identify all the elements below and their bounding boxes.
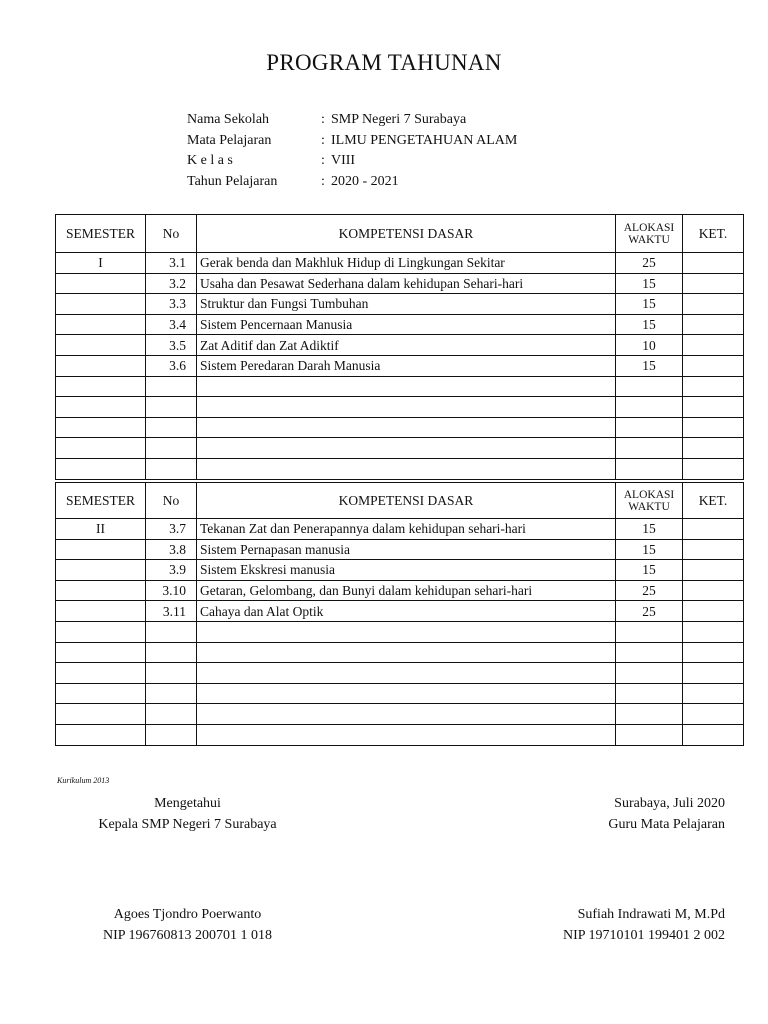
table-row bbox=[56, 601, 744, 622]
kompetensi-cell: Struktur dan Fungsi Tumbuhan bbox=[197, 294, 616, 315]
alokasi-cell: 25 bbox=[616, 253, 683, 274]
alokasi-cell bbox=[616, 663, 683, 684]
ket-cell bbox=[683, 458, 744, 479]
alokasi-cell: 15 bbox=[616, 273, 683, 294]
ket-cell bbox=[683, 355, 744, 376]
ket-cell bbox=[683, 642, 744, 663]
header-ket: KET. bbox=[683, 483, 744, 519]
semester-cell bbox=[56, 601, 146, 622]
kd-number-cell: 3.8 bbox=[146, 539, 197, 560]
info-label: Tahun Pelajaran bbox=[187, 173, 278, 189]
semester-cell bbox=[56, 438, 146, 459]
kompetensi-cell bbox=[197, 683, 616, 704]
table-row bbox=[56, 458, 744, 479]
table-row bbox=[56, 560, 744, 581]
kompetensi-cell: Gerak benda dan Makhluk Hidup di Lingkungan Sekitar bbox=[197, 253, 616, 274]
table-row bbox=[56, 683, 744, 704]
table-row bbox=[56, 376, 744, 397]
header-kompetensi: KOMPETENSI DASAR bbox=[197, 215, 616, 253]
ket-cell bbox=[683, 601, 744, 622]
kompetensi-cell: Sistem Pencernaan Manusia bbox=[197, 314, 616, 335]
semester-cell bbox=[56, 335, 146, 356]
header-semester: SEMESTER bbox=[56, 483, 146, 519]
signature-left-line1: Mengetahui bbox=[154, 796, 221, 811]
alokasi-cell bbox=[616, 417, 683, 438]
ket-cell bbox=[683, 335, 744, 356]
header-no: No bbox=[146, 215, 197, 253]
kd-number-cell: 3.2 bbox=[146, 273, 197, 294]
semester-cell bbox=[56, 273, 146, 294]
alokasi-cell bbox=[616, 621, 683, 642]
kompetensi-cell: Usaha dan Pesawat Sederhana dalam kehidupan Sehari-hari bbox=[197, 273, 616, 294]
signature-left-nip: NIP 196760813 200701 1 018 bbox=[102, 927, 273, 943]
header-alokasi-line2: WAKTU bbox=[628, 500, 670, 513]
signature-right-heading bbox=[540, 794, 725, 835]
kd-number-cell: 3.1 bbox=[146, 253, 197, 274]
ket-cell bbox=[683, 683, 744, 704]
table-row bbox=[56, 663, 744, 684]
table-row bbox=[56, 704, 744, 725]
kd-number-cell bbox=[146, 663, 197, 684]
table-header-row bbox=[56, 483, 744, 519]
alokasi-cell bbox=[616, 724, 683, 745]
curriculum-footnote: Kurikulum 2013 bbox=[57, 776, 110, 785]
alokasi-cell: 15 bbox=[616, 294, 683, 315]
alokasi-cell: 15 bbox=[616, 560, 683, 581]
table-row bbox=[56, 724, 744, 745]
kd-number-cell bbox=[146, 724, 197, 745]
ket-cell bbox=[683, 724, 744, 745]
kd-number-cell: 3.3 bbox=[146, 294, 197, 315]
kompetensi-cell bbox=[197, 724, 616, 745]
kompetensi-cell: Zat Aditif dan Zat Adiktif bbox=[197, 335, 616, 356]
kompetensi-cell bbox=[197, 663, 616, 684]
kompetensi-cell bbox=[197, 417, 616, 438]
semester-cell: II bbox=[56, 519, 146, 540]
header-kompetensi: KOMPETENSI DASAR bbox=[197, 483, 616, 519]
signature-right-name: Sufiah Indrawati M, M.Pd bbox=[577, 907, 725, 922]
alokasi-cell bbox=[616, 397, 683, 418]
kd-number-cell: 3.11 bbox=[146, 601, 197, 622]
semester-cell bbox=[56, 683, 146, 704]
kompetensi-cell: Getaran, Gelombang, dan Bunyi dalam kehidupan sehari-hari bbox=[197, 580, 616, 601]
alokasi-cell: 25 bbox=[616, 580, 683, 601]
info-value: SMP Negeri 7 Surabaya bbox=[331, 112, 467, 127]
alokasi-cell bbox=[616, 376, 683, 397]
alokasi-cell bbox=[616, 642, 683, 663]
ket-cell bbox=[683, 417, 744, 438]
table-row bbox=[56, 417, 744, 438]
table-row bbox=[56, 580, 744, 601]
semester-cell bbox=[56, 580, 146, 601]
ket-cell bbox=[683, 580, 744, 601]
semester-cell bbox=[56, 417, 146, 438]
table-row bbox=[56, 397, 744, 418]
table-row bbox=[56, 519, 744, 540]
info-value: 2020 - 2021 bbox=[331, 173, 399, 189]
kompetensi-cell: Sistem Ekskresi manusia bbox=[197, 560, 616, 581]
semester-1-table bbox=[55, 214, 744, 480]
info-row-year bbox=[187, 172, 517, 193]
ket-cell bbox=[683, 376, 744, 397]
semester-cell: I bbox=[56, 253, 146, 274]
kompetensi-cell bbox=[197, 438, 616, 459]
info-separator: : bbox=[321, 173, 325, 189]
info-separator: : bbox=[321, 153, 325, 168]
header-alokasi bbox=[616, 483, 683, 519]
ket-cell bbox=[683, 273, 744, 294]
header-alokasi bbox=[616, 215, 683, 253]
info-separator: : bbox=[321, 132, 325, 148]
info-value: VIII bbox=[331, 153, 356, 168]
header-alokasi-line1: ALOKASI bbox=[623, 488, 675, 501]
table-row bbox=[56, 539, 744, 560]
kompetensi-cell: Tekanan Zat dan Penerapannya dalam kehidupan sehari-hari bbox=[197, 519, 616, 540]
header-semester: SEMESTER bbox=[56, 215, 146, 253]
kompetensi-cell: Cahaya dan Alat Optik bbox=[197, 601, 616, 622]
alokasi-cell bbox=[616, 683, 683, 704]
kd-number-cell bbox=[146, 704, 197, 725]
kd-number-cell: 3.7 bbox=[146, 519, 197, 540]
ket-cell bbox=[683, 621, 744, 642]
table-header-row bbox=[56, 215, 744, 253]
alokasi-cell bbox=[616, 704, 683, 725]
kompetensi-cell bbox=[197, 621, 616, 642]
alokasi-cell: 15 bbox=[616, 314, 683, 335]
info-label: K e l a s bbox=[187, 153, 233, 168]
kompetensi-cell bbox=[197, 397, 616, 418]
kompetensi-cell bbox=[197, 458, 616, 479]
kd-number-cell: 3.6 bbox=[146, 355, 197, 376]
signature-right-nip: NIP 19710101 199401 2 002 bbox=[562, 927, 725, 943]
info-row-school bbox=[187, 110, 517, 131]
semester-cell bbox=[56, 704, 146, 725]
semester-cell bbox=[56, 397, 146, 418]
kd-number-cell: 3.9 bbox=[146, 560, 197, 581]
kd-number-cell bbox=[146, 397, 197, 418]
school-info bbox=[187, 110, 517, 192]
semester-cell bbox=[56, 539, 146, 560]
kd-number-cell bbox=[146, 621, 197, 642]
signature-right-block bbox=[540, 905, 725, 946]
semester-cell bbox=[56, 560, 146, 581]
info-label: Mata Pelajaran bbox=[187, 132, 272, 148]
kompetensi-cell: Sistem Pernapasan manusia bbox=[197, 539, 616, 560]
semester-cell bbox=[56, 724, 146, 745]
alokasi-cell: 15 bbox=[616, 519, 683, 540]
alokasi-cell: 10 bbox=[616, 335, 683, 356]
ket-cell bbox=[683, 519, 744, 540]
kd-number-cell: 3.5 bbox=[146, 335, 197, 356]
ket-cell bbox=[683, 397, 744, 418]
info-value: ILMU PENGETAHUAN ALAM bbox=[331, 132, 518, 148]
ket-cell bbox=[683, 314, 744, 335]
kompetensi-cell bbox=[197, 376, 616, 397]
ket-cell bbox=[683, 560, 744, 581]
ket-cell bbox=[683, 704, 744, 725]
signature-left-block bbox=[70, 905, 305, 946]
table-row bbox=[56, 621, 744, 642]
header-ket: KET. bbox=[683, 215, 744, 253]
semester-cell bbox=[56, 376, 146, 397]
table-row bbox=[56, 355, 744, 376]
ket-cell bbox=[683, 294, 744, 315]
semester-cell bbox=[56, 663, 146, 684]
table-row bbox=[56, 273, 744, 294]
semester-cell bbox=[56, 294, 146, 315]
kd-number-cell bbox=[146, 458, 197, 479]
header-no: No bbox=[146, 483, 197, 519]
table-row bbox=[56, 642, 744, 663]
ket-cell bbox=[683, 539, 744, 560]
info-separator: : bbox=[321, 112, 325, 127]
signature-left-heading bbox=[70, 794, 305, 835]
info-row-class bbox=[187, 151, 517, 172]
document-title: PROGRAM TAHUNAN bbox=[266, 50, 502, 75]
table-row bbox=[56, 294, 744, 315]
semester-2-table bbox=[55, 482, 744, 746]
info-label: Nama Sekolah bbox=[187, 112, 270, 127]
table-row bbox=[56, 314, 744, 335]
kd-number-cell bbox=[146, 683, 197, 704]
table-row bbox=[56, 335, 744, 356]
signature-right-line1: Surabaya, Juli 2020 bbox=[614, 796, 725, 811]
semester-cell bbox=[56, 458, 146, 479]
alokasi-cell: 15 bbox=[616, 539, 683, 560]
signature-left-line2: Kepala SMP Negeri 7 Surabaya bbox=[98, 816, 277, 832]
ket-cell bbox=[683, 253, 744, 274]
kd-number-cell bbox=[146, 376, 197, 397]
signature-right-line2: Guru Mata Pelajaran bbox=[608, 816, 725, 832]
kd-number-cell: 3.10 bbox=[146, 580, 197, 601]
info-row-subject bbox=[187, 131, 517, 152]
table-row bbox=[56, 253, 744, 274]
kompetensi-cell bbox=[197, 642, 616, 663]
semester-cell bbox=[56, 355, 146, 376]
kd-number-cell bbox=[146, 642, 197, 663]
semester-cell bbox=[56, 621, 146, 642]
ket-cell bbox=[683, 438, 744, 459]
kd-number-cell bbox=[146, 438, 197, 459]
kd-number-cell: 3.4 bbox=[146, 314, 197, 335]
header-alokasi-line1: ALOKASI bbox=[623, 221, 675, 234]
kd-number-cell bbox=[146, 417, 197, 438]
header-alokasi-line2: WAKTU bbox=[628, 233, 670, 246]
signature-left-name: Agoes Tjondro Poerwanto bbox=[113, 907, 262, 922]
kompetensi-cell bbox=[197, 704, 616, 725]
ket-cell bbox=[683, 663, 744, 684]
table-row bbox=[56, 438, 744, 459]
alokasi-cell bbox=[616, 458, 683, 479]
semester-cell bbox=[56, 642, 146, 663]
kompetensi-cell: Sistem Peredaran Darah Manusia bbox=[197, 355, 616, 376]
alokasi-cell bbox=[616, 438, 683, 459]
alokasi-cell: 15 bbox=[616, 355, 683, 376]
semester-cell bbox=[56, 314, 146, 335]
alokasi-cell: 25 bbox=[616, 601, 683, 622]
